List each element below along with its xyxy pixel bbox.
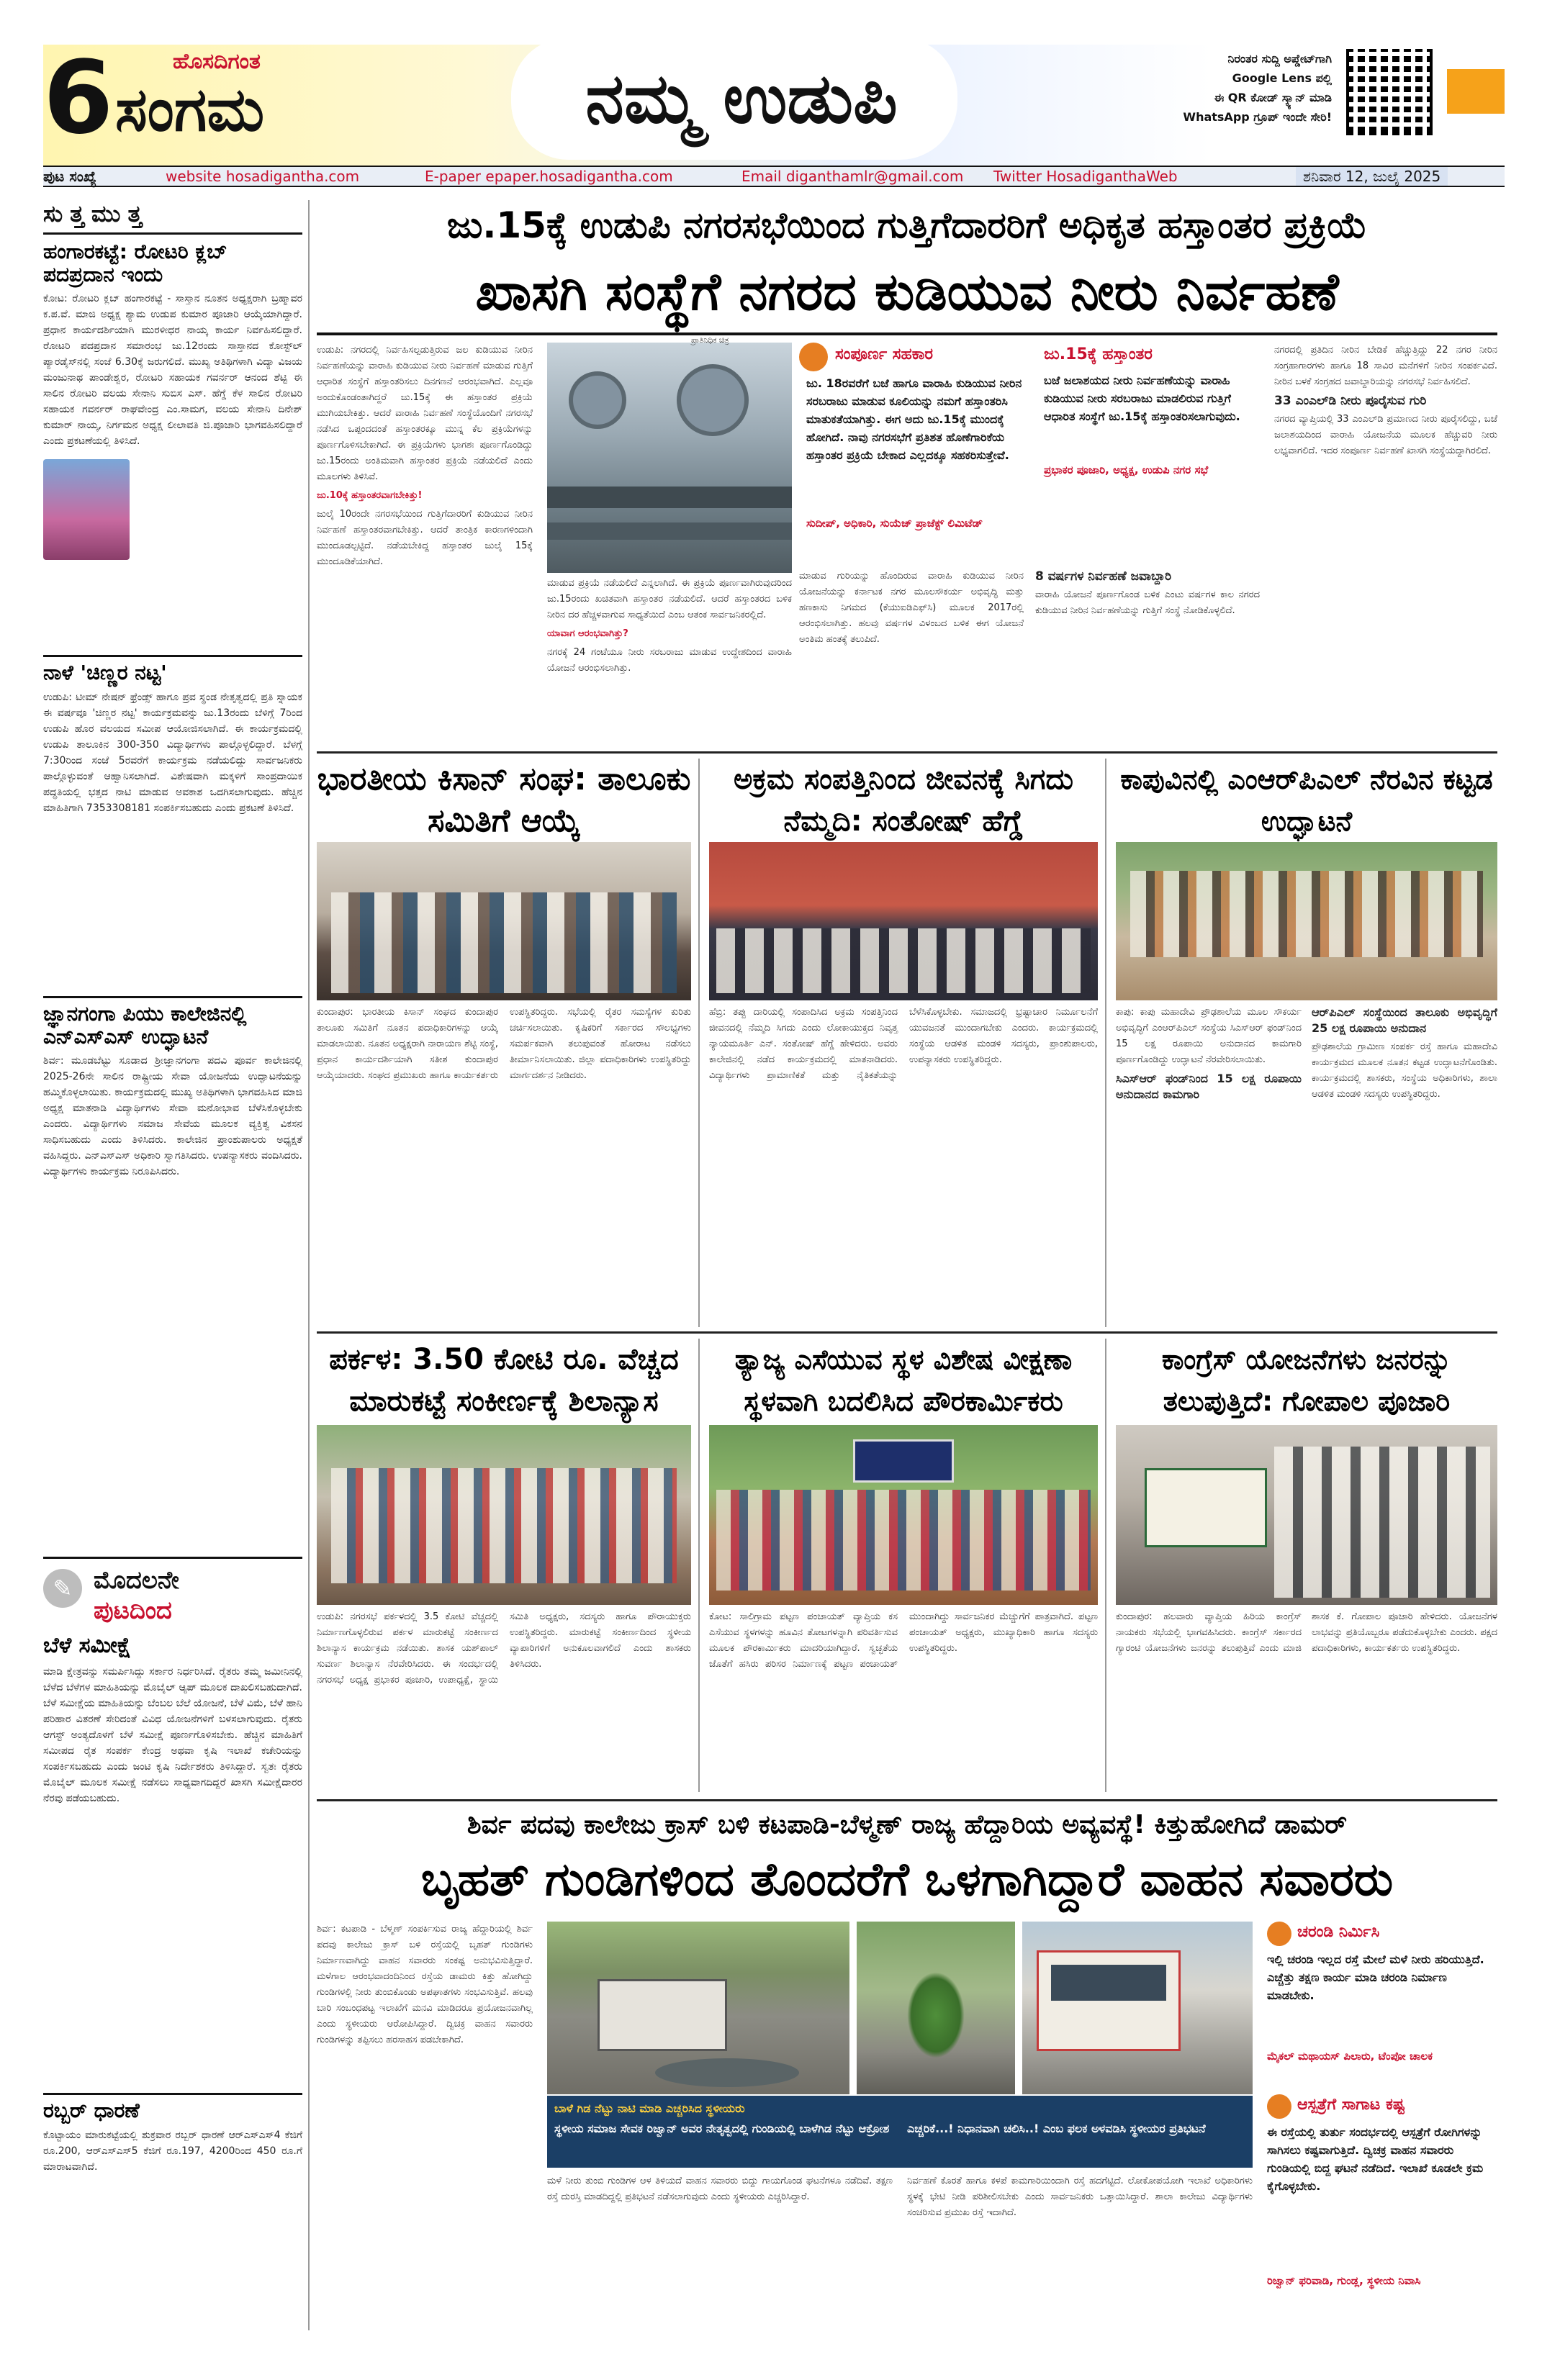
group-people [331,892,677,993]
bottom-box-1-title: ಚರಂಡಿ ನಿರ್ಮಿಸಿ [1297,1923,1380,1941]
row3-story1-head: ಪರ್ಕಳ: 3.50 ಕೋಟಿ ರೂ. ವೆಚ್ಚದ ಮಾರುಕಟ್ಟೆ ಸಂಕೀರ್ಣಕ್ಕೆ ಶಿಲಾನ್ಯಾಸ [329,1343,679,1418]
bottom-kicker: ಶಿರ್ವ ಪದವು ಕಾಲೇಜು ಕ್ರಾಸ್ ಬಳಿ ಕಟಪಾಡಿ-ಬೆಳ್ಮಣ್ ರಾಜ್ಯ ಹೆದ್ದಾರಿಯ ಅವ್ಯವಸ್ಥೆ! ಕಿತ್ತುಹೋಗಿದೆ ಡಾಮರ್ [466,1810,1348,1840]
foundation-crowd [331,1468,677,1583]
bottom-box-1-text: ಇಲ್ಲಿ ಚರಂಡಿ ಇಲ್ಲದ ರಸ್ತೆ ಮೇಲೆ ಮಳೆ ನೀರು ಹರಿಯುತ್ತಿದೆ. ಎಚ್ಚೆತ್ತು ತಕ್ಷಣ ಕಾರ್ಯ ಮಾಡಿ ಚರಂಡಿ ನಿರ್ಮಾಣ ಮಾಡಬೇಕು. [1267,1953,1484,2002]
row3-bottom-divider [317,1799,1497,1801]
info-bar: ಪುಟ ಸಂಖ್ಯೆ website hosadigantha.com E-paper epaper.hosadigantha.com Email diganthamlr@gmail.com Twitter HosadiganthaWeb ಶನಿವಾರ 12, ಜುಲೈ 2025 [43,166,1505,187]
column-title-1: ಮೊದಲನೇ [94,1565,179,1595]
quote-box-1-source: ಸುದೀಪ್, ಅಧಿಕಾರಿ, ಸುಯೆಜ್ ಪ್ರಾಜೆಕ್ಟ್ ಲಿಮಿಟೆಡ್ [806,517,983,530]
qr-promo: ನಿರಂತರ ಸುದ್ದಿ ಅಪ್ಡೇಟ್‌ಗಾಗಿ Google Lens ಪಲ್ಲಿ ಈ QR ಕೋಡ್ ಸ್ಕ್ಯಾನ್ ಮಾಡಿ WhatsApp ಗ್ರೂಪ್ ಇಂದೇ ಸೇರಿ! [1183,52,1332,124]
website-link[interactable]: website hosadigantha.com [166,168,360,185]
quote-box-1-title: ಸಂಪೂರ್ಣ ಸಹಕಾರ [835,345,934,363]
row3-story1-photo [317,1425,691,1605]
ceremony-people [1130,871,1483,957]
pothole-water [655,2058,799,2087]
bottom-headline: ಬೃಹತ್ ಗುಂಡಿಗಳಿಂದ ತೊಂದರೆಗೆ ಒಳಗಾಗಿದ್ದಾರೆ ವಾಹನ ಸವಾರರು [420,1853,1394,1906]
sidebar-story2-head: ನಾಳೆ 'ಚಿಣ್ಣರ ನಟ್ಟ' [43,661,167,685]
mrpl-point-1: ಸಿಎಸ್ಆರ್ ಫಂಡ್‌ನಿಂದ 15 ಲಕ್ಷ ರೂಪಾಯಿ ಅನುದಾನದ ಕಾಮಗಾರಿ [1116,1072,1302,1101]
bottom-text-col3: ನಿರ್ವಹಣೆ ಕೊರತೆ ಹಾಗೂ ಕಳಪೆ ಕಾಮಗಾರಿಯಿಂದಾಗಿ ರಸ್ತೆ ಹದಗೆಟ್ಟಿದೆ. ಲೋಕೋಪಯೋಗಿ ಇಲಾಖೆ ಅಧಿಕಾರಿಗಳು ಸ್ಥಳಕ್ಕೆ ಭೇಟಿ ನೀಡಿ ಪರಿಶೀಲಿಸಬೇಕು ಎಂದು ಸಾರ್ವಜನಿಕರು ಒತ್ತಾಯಿಸಿದ್ದಾರೆ. ಶಾಲಾ ಕಾಲೇಜು ವಿದ್ಯಾರ್ಥಿಗಳು ಸಂಚರಿಸುವ ಪ್ರಮುಖ ರಸ್ತೆ ಇದಾಗಿದೆ. [907,2176,1253,2218]
sidebar-story5-head: ರಬ್ಬರ್ ಧಾರಣೆ [43,2099,140,2123]
bottom-caption-strip [547,2096,1253,2168]
water-tank [569,371,626,429]
quote-icon-2 [1267,1922,1291,1946]
bottom-photo-1 [547,1922,849,2094]
quote-box-1 [799,343,1037,558]
bottom-photo-3 [1022,1922,1253,2094]
sidebar-story5-text: ಕೊಟ್ಟಾಯಂ ಮಾರುಕಟ್ಟೆಯಲ್ಲಿ ಶುಕ್ರವಾರ ರಬ್ಬರ್ ಧಾರಣೆ ಆರ್‌ಎಸ್‌ಎಸ್‌4 ಕೆಜಿಗೆ ರೂ.200, ಆರ್‌ಎಸ್‌ಎಸ್‌5 ಕೆಜಿಗೆ ರೂ.197, 4200ರಿಂದ 450 ರೂ.ಗೆ ಮಾರಾಟವಾಗಿದೆ. [43,2129,302,2173]
bottom-text-col1: ಶಿರ್ವ: ಕಟಪಾಡಿ - ಬೆಳ್ಮಣ್ ಸಂಪರ್ಕಿಸುವ ರಾಜ್ಯ ಹೆದ್ದಾರಿಯಲ್ಲಿ ಶಿರ್ವ ಪದವು ಕಾಲೇಜು ಕ್ರಾಸ್ ಬಳಿ ರಸ್ತೆಯಲ್ಲಿ ಬೃಹತ್ ಗುಂಡಿಗಳು ನಿರ್ಮಾಣವಾಗಿದ್ದು ವಾಹನ ಸವಾರರು ಸಂಕಷ್ಟ ಅನುಭವಿಸುತ್ತಿದ್ದಾರೆ. ಮಳೆಗಾಲ ಆರಂಭವಾದಂದಿನಿಂದ ರಸ್ತೆಯ ಡಾಮರು ಕಿತ್ತು ಹೋಗಿದ್ದು ಗುಂಡಿಗಳಲ್ಲಿ ನೀರು ತುಂಬಿಕೊಂಡು ಅಪಘಾತಗಳು ಸಂಭವಿಸುತ್ತಿವೆ. ಹಲವು ಬಾರಿ ಸಂಬಂಧಪಟ್ಟ ಇಲಾಖೆಗೆ ಮನವಿ ಮಾಡಿದರೂ ಪ್ರಯೋಜನವಾಗಿಲ್ಲ ಎಂದು ಸ್ಥಳೀಯರು ಆರೋಪಿಸಿದ್ದಾರೆ. ದ್ವಿಚಕ್ರ ವಾಹನ ಸವಾರರು ಗುಂಡಿಗಳನ್ನು ತಪ್ಪಿಸಲು ಹರಸಾಹಸ ಪಡಬೇಕಾಗಿದೆ. [317,1924,533,2045]
row2-story2-text: ಹೆಬ್ರಿ: ತಪ್ಪು ದಾರಿಯಲ್ಲಿ ಸಂಪಾದಿಸಿದ ಅಕ್ರಮ ಸಂಪತ್ತಿನಿಂದ ಜೀವನದಲ್ಲಿ ನೆಮ್ಮದಿ ಸಿಗದು ಎಂದು ಲೋಕಾಯುಕ್ತದ ನಿವೃತ್ತ ನ್ಯಾಯಮೂರ್ತಿ ಎನ್. ಸಂತೋಷ್ ಹೆಗ್ಡೆ ಹೇಳಿದರು. ಅವರು ಕಾಲೇಜಿನಲ್ಲಿ ನಡೆದ ಕಾರ್ಯಕ್ರಮದಲ್ಲಿ ಮಾತನಾಡಿದರು. ವಿದ್ಯಾರ್ಥಿಗಳು ಪ್ರಾಮಾಣಿಕತೆ ಮತ್ತು ನೈತಿಕತೆಯನ್ನು ಬೆಳೆಸಿಕೊಳ್ಳಬೇಕು. ಸಮಾಜದಲ್ಲಿ ಭ್ರಷ್ಟಾಚಾರ ನಿರ್ಮೂಲನೆಗೆ ಯುವಜನತೆ ಮುಂದಾಗಬೇಕು ಎಂದರು. ಕಾರ್ಯಕ್ರಮದಲ್ಲಿ ಸಂಸ್ಥೆಯ ಆಡಳಿತ ಮಂಡಳಿ ಸದಸ್ಯರು, ಪ್ರಾಂಶುಪಾಲರು, ಉಪನ್ಯಾಸಕರು ಉಪಸ್ಥಿತರಿದ್ದರು. [709,1007,1098,1081]
workers-group [716,1490,1091,1591]
sidebar-title: ಸುತ್ತಮುತ್ತ [43,200,302,235]
bottom-text-col2: ಮಳೆ ನೀರು ತುಂಬಿ ಗುಂಡಿಗಳ ಆಳ ತಿಳಿಯದೆ ವಾಹನ ಸವಾರರು ಬಿದ್ದು ಗಾಯಗೊಂಡ ಘಟನೆಗಳೂ ನಡೆದಿವೆ. ತಕ್ಷಣ ರಸ್ತೆ ದುರಸ್ತಿ ಮಾಡದಿದ್ದಲ್ಲಿ ಪ್ರತಿಭಟನೆ ನಡೆಸಲಾಗುವುದು ಎಂದು ಸ್ಥಳೀಯರು ಎಚ್ಚರಿಸಿದ್ದಾರೆ. [547,2176,893,2202]
caption-3: ಎಚ್ಚರಿಕೆ...! ನಿಧಾನವಾಗಿ ಚಲಿಸಿ..! ಎಂಬ ಫಲಕ ಅಳವಡಿಸಿ ಸ್ಥಳೀಯರ ಪ್ರತಿಭಟನೆ [907,2122,1206,2135]
email-link[interactable]: Email diganthamlr@gmail.com [741,168,964,185]
row3-story3-head: ಕಾಂಗ್ರೆಸ್ ಯೋಜನೆಗಳು ಜನರನ್ನು ತಲುಪುತ್ತಿದೆ: ಗೋಪಾಲ ಪೂಜಾರಿ [1161,1344,1452,1417]
stage-audience [716,928,1091,993]
lead-photo-caption: ಪ್ರಾತಿನಿಧಿಕ ಚಿತ್ರ [691,335,729,345]
banana-plant [907,1972,965,2058]
sidebar [43,200,302,2330]
epaper-link[interactable]: E-paper epaper.hosadigantha.com [425,168,673,185]
row2-story3-text: ಕಾಪು: ಕಾಪು ಮಹಾದೇವಿ ಪ್ರೌಢಶಾಲೆಯ ಮೂಲ ಸೌಕರ್ಯ ಅಭಿವೃದ್ಧಿಗೆ ಎಂಆರ್‌ಪಿಎಲ್ ಸಂಸ್ಥೆಯ ಸಿಎಸ್ಆರ್ ಫಂಡ್‌ನಿಂದ 15 ಲಕ್ಷ ರೂಪಾಯಿ ಅನುದಾನದ ಕಾಮಗಾರಿ ಪೂರ್ಣಗೊಂಡಿದ್ದು ಉದ್ಘಾಟನೆ ನೆರವೇರಿಸಲಾಯಿತು. ಸಿಎಸ್ಆರ್ ಫಂಡ್‌ನಿಂದ 15 ಲಕ್ಷ ರೂಪಾಯಿ ಅನುದಾನದ ಕಾಮಗಾರಿ ಆರ್‌ಪಿಎಲ್ ಸಂಸ್ಥೆಯಿಂದ ತಾಲೂಕು ಅಭಿವೃದ್ಧಿಗೆ 25 ಲಕ್ಷ ರೂಪಾಯಿ ಅನುದಾನ ಪ್ರೌಢಶಾಲೆಯ ಗ್ರಾಮೀಣ ಸಂಪರ್ಕ ರಸ್ತೆ ಹಾಗೂ ಮಹಾದೇವಿ ಕಾರ್ಯಕ್ರಮದ ಮೂಲಕ ನೂತನ ಕಟ್ಟಡ ಉದ್ಘಾಟನೆಗೊಂಡಿತು. ಕಾರ್ಯಕ್ರಮದಲ್ಲಿ ಶಾಸಕರು, ಸಂಸ್ಥೆಯ ಅಧಿಕಾರಿಗಳು, ಶಾಲಾ ಆಡಳಿತ ಮಂಡಳಿ ಸದಸ್ಯರು ಉಪಸ್ಥಿತರಿದ್ದರು. [1116,1005,1497,1101]
row2-story1-photo [317,842,691,1000]
row2-story1-text: ಕುಂದಾಪುರ: ಭಾರತೀಯ ಕಿಸಾನ್ ಸಂಘದ ಕುಂದಾಪುರ ತಾಲೂಕು ಸಮಿತಿಗೆ ನೂತನ ಪದಾಧಿಕಾರಿಗಳನ್ನು ಆಯ್ಕೆ ಮಾಡಲಾಯಿತು. ನೂತನ ಅಧ್ಯಕ್ಷರಾಗಿ ನಾರಾಯಣ ಶೆಟ್ಟಿ ಸಂಸ್ಥೆ, ಪ್ರಧಾನ ಕಾರ್ಯದರ್ಶಿಯಾಗಿ ಸತೀಶ ಕುಂದಾಪುರ ಆಯ್ಕೆಯಾದರು. ಸಂಘದ ಪ್ರಮುಖರು ಹಾಗೂ ಕಾರ್ಯಕರ್ತರು ಉಪಸ್ಥಿತರಿದ್ದರು. ಸಭೆಯಲ್ಲಿ ರೈತರ ಸಮಸ್ಯೆಗಳ ಕುರಿತು ಚರ್ಚಿಸಲಾಯಿತು. ಕೃಷಿಕರಿಗೆ ಸರ್ಕಾರದ ಸೌಲಭ್ಯಗಳು ಸಮರ್ಪಕವಾಗಿ ತಲುಪುವಂತೆ ಹೋರಾಟ ನಡೆಸಲು ತೀರ್ಮಾನಿಸಲಾಯಿತು. ಜಿಲ್ಲಾ ಪದಾಧಿಕಾರಿಗಳು ಉಪಸ್ಥಿತರಿದ್ದು ಮಾರ್ಗದರ್ಶನ ನೀಡಿದರು. [317,1007,691,1081]
sidebar-story4-head: ಬೆಳೆ ಸಮೀಕ್ಷೆ [43,1632,132,1658]
lead-divider [317,332,1497,335]
row2-divider-2 [1105,759,1106,1327]
pipeline [547,487,792,508]
lead-kicker: ಜು.15ಕ್ಕೆ ಉಡುಪಿ ನಗರಸಭೆಯಿಂದ ಗುತ್ತಿಗೆದಾರರಿಗೆ ಅಧಿಕೃತ ಹಸ್ತಾಂತರ ಪ್ರಕ್ರಿಯೆ [446,204,1368,246]
paper-logo: ಹೊಸದಿಗಂತ [173,49,261,74]
water-tank-2 [677,364,749,436]
row1-divider [317,751,1497,754]
bottom-box-2-text: ಈ ರಸ್ತೆಯಲ್ಲಿ ತುರ್ತು ಸಂದರ್ಭದಲ್ಲಿ ಆಸ್ಪತ್ರೆಗೆ ರೋಗಿಗಳನ್ನು ಸಾಗಿಸಲು ಕಷ್ಟವಾಗುತ್ತಿದೆ. ದ್ವಿಚಕ್ರ ವಾಹನ ಸವಾರರು ಗುಂಡಿಯಲ್ಲಿ ಬಿದ್ದ ಘಟನೆ ನಡೆದಿದೆ. ಇಲಾಖೆ ಕೂಡಲೇ ಕ್ರಮ ಕೈಗೊಳ್ಳಬೇಕು. [1267,2125,1484,2193]
bus-window [1051,1965,1166,2001]
mrpl-point-2: ಆರ್‌ಪಿಎಲ್ ಸಂಸ್ಥೆಯಿಂದ ತಾಲೂಕು ಅಭಿವೃದ್ಧಿಗೆ 25 ಲಕ್ಷ ರೂಪಾಯಿ ಅನುದಾನ [1312,1005,1497,1035]
orange-block [1447,69,1505,114]
page-number: 6 [43,40,114,157]
caption-2: ಸ್ಥಳೀಯ ಸಮಾಜ ಸೇವಕ ರಿಜ್ವಾನ್ ಅವರ ನೇತೃತ್ವದಲ್ಲಿ ಗುಂಡಿಯಲ್ಲಿ ಬಾಳೆಗಿಡ ನೆಟ್ಟು ಆಕ್ರೋಶ [554,2122,890,2135]
bottom-box-1-source: ಮೈಕಲ್ ಮಥಾಯಸ್ ಪಿಲಾರು, ಟೆಂಪೋ ಚಾಲಕ [1267,2050,1433,2063]
masthead [43,40,1505,167]
row2-story2-head: ಅಕ್ರಮ ಸಂಪತ್ತಿನಿಂದ ಜೀವನಕ್ಕೆ ಸಿಗದು ನೆಮ್ಮದಿ: ಸಂತೋಷ್ ಹೆಗ್ಡೆ [733,763,1074,838]
qr-code[interactable] [1346,49,1433,135]
protest-banner [1145,1468,1267,1547]
quote-icon [799,343,828,371]
sidebar-story2-text: ಉಡುಪಿ: ಟೀಮ್ ನೇಷನ್ ಫ್ರೆಂಡ್ಸ್ ಹಾಗೂ ಪ್ರವ ಸ್ಥಂಡ ನೇತೃತ್ವದಲ್ಲಿ ಪ್ರತಿ ಸ್ನಾಯಕ ಈ ವರ್ಷವೂ 'ಚಿಣ್ಣರ ನಟ್ಟ' ಕಾರ್ಯಕ್ರಮವನ್ನು ಜು.13ರಂದು ಬೆಳಿಗ್ಗೆ 7ರಿಂದ ಉಡುಪಿ ಹೊರ ವಲಯದ ಸಮೀಪ ಆಯೋಜಿಸಲಾಗಿದೆ. ಈ ಕಾರ್ಯಕ್ರಮದಲ್ಲಿ ಉಡುಪಿ ತಾಲೂಕಿನ 300-350 ವಿದ್ಯಾರ್ಥಿಗಳು ಪಾಲ್ಗೊಳ್ಳಲಿದ್ದಾರೆ. ಬೆಳಗ್ಗೆ 7:30ರಿಂದ ಸಂಜೆ 5ರವರೆಗೆ ಕಾರ್ಯಕ್ರಮ ನಡೆಯಲಿದ್ದು ಸಾರ್ವಜನಿಕರು ಪಾಲ್ಗೊಳ್ಳುವಂತೆ ಆಹ್ವಾನಿಸಲಾಗಿದೆ. ವಿಶೇಷವಾಗಿ ಮಕ್ಕಳಿಗೆ ಸಾಂಪ್ರದಾಯಿಕ ಪದ್ಧತಿಯಲ್ಲಿ ಭತ್ತದ ನಾಟಿ ಮಾಡುವ ಅವಕಾಶ ಒದಗಿಸಲಾಗುವುದು. ಹೆಚ್ಚಿನ ಮಾಹಿತಿಗಾಗಿ 7353308181 ಸಂಪರ್ಕಿಸಬಹುದು ಎಂದು ಪ್ರಕಟಣೆ ತಿಳಿಸಿದೆ. [43,691,302,814]
truck [598,1979,727,2051]
sidebar-story3-text: ಶಿರ್ವ: ಮೂಡಬೆಟ್ಟು ಸೂಡಾದ ಶ್ರೀಜ್ಞಾನಗಂಗಾ ಪದವಿ ಪೂರ್ವ ಕಾಲೇಜಿನಲ್ಲಿ 2025-26ನೇ ಸಾಲಿನ ರಾಷ್ಟ್ರೀಯ ಸೇವಾ ಯೋಜನೆಯ ಉದ್ಘಾಟನೆಯನ್ನು ಹಮ್ಮಿಕೊಳ್ಳಲಾಯಿತು. ಕಾರ್ಯಕ್ರಮದಲ್ಲಿ ಮುಖ್ಯ ಅತಿಥಿಗಳಾಗಿ ಭಾಗವಹಿಸಿದ ಮಾಜಿ ಅಧ್ಯಕ್ಷ ಮಾತನಾಡಿ ವಿದ್ಯಾರ್ಥಿಗಳು ಸೇವಾ ಮನೋಭಾವ ಬೆಳೆಸಿಕೊಳ್ಳಬೇಕು ಎಂದರು. ವಿದ್ಯಾರ್ಥಿಗಳು ಸಮಾಜ ಸೇವೆಯ ಮೂಲಕ ವ್ಯಕ್ತಿತ್ವ ವಿಕಸನ ಸಾಧಿಸಬಹುದು ಎಂದು ತಿಳಿಸಿದರು. ಕಾಲೇಜಿನ ಪ್ರಾಂಶುಪಾಲರು ಅಧ್ಯಕ್ಷತೆ ವಹಿಸಿದ್ದರು. ಎನ್ಎಸ್ಎಸ್ ಅಧಿಕಾರಿ ಸ್ವಾಗತಿಸಿದರು. ಉಪನ್ಯಾಸಕರು ವಂದಿಸಿದರು. ವಿದ್ಯಾರ್ಥಿಗಳು ಕಾರ್ಯಕ್ರಮ ನಿರೂಪಿಸಿದರು. [43,1054,302,1177]
quote-icon-3 [1267,2094,1291,2119]
bottom-box-1 [1267,1922,1497,2325]
edition-title: ನಮ್ಮ ಉಡುಪಿ [585,58,898,139]
lead-col1: ಉಡುಪಿ: ನಗರದಲ್ಲಿ ನಿರ್ವಹಿಸಲ್ಪಡುತ್ತಿರುವ ಜಲ ಕುಡಿಯುವ ನೀರಿನ ನಿರ್ವಹಣೆಯನ್ನು ವಾರಾಹಿ ಕುಡಿಯುವ ನೀರು ನಿರ್ವಹಣೆ ಮಾಡುವ ಗುತ್ತಿಗೆ ಆಧಾರಿತ ಸಂಸ್ಥೆಗೆ ಹಸ್ತಾಂತರಿಸಲು ದಿನಗಣನೆ ಆರಂಭವಾಗಿದೆ. ಎಲ್ಲವೂ ಅಂದುಕೊಂಡಂತಾಗಿದ್ದರೆ ಜು.15ಕ್ಕೆ ಈ ಹಸ್ತಾಂತರ ಪ್ರಕ್ರಿಯೆ ಮುಗಿಯಬೇಕಿತ್ತು. ಆದರೆ ವಾರಾಹಿ ನಿರ್ವಹಣೆ ಸಂಸ್ಥೆಯೊಂದಿಗೆ ನಗರಸಭೆ ನಡೆಸಿದ ಒಪ್ಪಂದದಂತೆ ಹಸ್ತಾಂತರಕ್ಕೂ ಮುನ್ನ ಕೆಲ ಪ್ರಕ್ರಿಯೆಗಳನ್ನು ಪೂರ್ಣಗೊಳಿಸಬೇಕಾಗಿದೆ. ಈ ಪ್ರಕ್ರಿಯೆಗಳು ಭಾಗಶಃ ಪೂರ್ಣಗೊಂಡಿದ್ದು ಜು.15ರಂದು ಅಂತಿಮವಾಗಿ ಹಸ್ತಾಂತರ ಪ್ರಕ್ರಿಯೆ ನಡೆಯಲಿದೆ ಎಂದು ಮೂಲಗಳು ತಿಳಿಸಿವೆ. ಜು.10ಕ್ಕೆ ಹಸ್ತಾಂತರವಾಗಬೇಕಿತ್ತು! ಜುಲೈ 10ರಂದೇ ನಗರಸಭೆಯಿಂದ ಗುತ್ತಿಗೆದಾರರಿಗೆ ಕುಡಿಯುವ ನೀರಿನ ನಿರ್ವಹಣೆ ಹಸ್ತಾಂತರವಾಗಬೇಕಿತ್ತು. ಆದರೆ ತಾಂತ್ರಿಕ ಕಾರಣಗಳಿಂದಾಗಿ ಮುಂದೂಡಲ್ಪಟ್ಟಿದೆ. ನಡೆಯಬೇಕಿದ್ದ ಹಸ್ತಾಂತರ ಜುಲೈ 15ಕ್ಕೆ ಮುಂದೂಡಿಕೆಯಾಗಿದೆ. [317,345,533,567]
sidebar-story3-head: ಜ್ಞಾನಗಂಗಾ ಪಿಯು ಕಾಲೇಜಿನಲ್ಲಿ ಎನ್ಎಸ್ಎಸ್ ಉದ್ಘಾಟನೆ [43,1001,247,1049]
lead-photo [547,343,792,573]
twitter-link[interactable]: Twitter HosadiganthaWeb [993,168,1178,185]
lead-col4: ನಗರದಲ್ಲಿ ಪ್ರತಿದಿನ ನೀರಿನ ಬೇಡಿಕೆ ಹೆಚ್ಚುತ್ತಿದ್ದು 22 ನಗರ ನೀರಿನ ಸಂಗ್ರಹಾಗಾರಗಳು ಹಾಗೂ 18 ಸಾವಿರ ಮನೆಗಳಿಗೆ ನೀರಿನ ಸಂಪರ್ಕವಿದೆ. ನೀರಿನ ಬಳಕೆ ಸಂಗ್ರಹದ ಜವಾಬ್ದಾರಿಯನ್ನು ನಗರಸಭೆ ನಿರ್ವಹಿಸಲಿದೆ. 33 ಎಂಎಲ್‌ಡಿ ನೀರು ಪೂರೈಸುವ ಗುರಿ ನಗರದ ವ್ಯಾಪ್ತಿಯಲ್ಲಿ 33 ಎಂಎಲ್‌ಡಿ ಪ್ರಮಾಣದ ನೀರು ಪೂರೈಸಲಿದ್ದು, ಬಜೆ ಜಲಾಶಯದಿಂದ ವಾರಾಹಿ ಯೋಜನೆಯ ಮೂಲಕ ಹೆಚ್ಚುವರಿ ನೀರು ಲಭ್ಯವಾಗಲಿದೆ. ಇದರ ಸಂಪೂರ್ಣ ನಿರ್ವಹಣೆ ಖಾಸಗಿ ಸಂಸ್ಥೆಯದ್ದಾಗಿರಲಿದೆ. [1274,345,1497,456]
bottom-box-2-source: ರಿಜ್ವಾನ್ ಫರಿವಾಡಿ, ಗುಂಡ್ಲ, ಸ್ಥಳೀಯ ನಿವಾಸಿ [1267,2274,1421,2287]
bottom-box-2-title: ಆಸ್ಪತ್ರೆಗೆ ಸಾಗಾಟ ಕಷ್ಟ [1297,2096,1405,2114]
pencil-icon: ✎ [43,1569,82,1608]
sidebar-story4-text: ಮಾಡಿ ಕ್ಷೇತ್ರವನ್ನು ಸಮರ್ಪಿಸಿದ್ದು ಸರ್ಕಾರ ನಿರ್ಧರಿಸಿದೆ. ರೈತರು ತಮ್ಮ ಜಮೀನಿನಲ್ಲಿ ಬೆಳೆದ ಬೆಳೆಗಳ ಮಾಹಿತಿಯನ್ನು ಮೊಬೈಲ್ ಆ್ಯಪ್ ಮೂಲಕ ದಾಖಲಿಸಬಹುದಾಗಿದೆ. ಬೆಳೆ ಸಮೀಕ್ಷೆಯ ಮಾಹಿತಿಯನ್ನು ಬೆಂಬಲ ಬೆಲೆ ಯೋಜನೆ, ಬೆಳೆ ವಿಮೆ, ಬೆಳೆ ಹಾನಿ ಪರಿಹಾರ ವಿತರಣೆ ಸೇರಿದಂತೆ ವಿವಿಧ ಯೋಜನೆಗಳಿಗೆ ಬಳಸಲಾಗುವುದು. ರೈತರು ಆಗಸ್ಟ್ ಅಂತ್ಯದೊಳಗೆ ಬೆಳೆ ಸಮೀಕ್ಷೆ ಪೂರ್ಣಗೊಳಿಸಬೇಕು. ಹೆಚ್ಚಿನ ಮಾಹಿತಿಗೆ ಸಮೀಪದ ರೈತ ಸಂಪರ್ಕ ಕೇಂದ್ರ ಅಥವಾ ಕೃಷಿ ಇಲಾಖೆ ಕಚೇರಿಯನ್ನು ಸಂಪರ್ಕಿಸಬಹುದು ಎಂದು ಜಂಟಿ ಕೃಷಿ ನಿರ್ದೇಶಕರು ತಿಳಿಸಿದ್ದಾರೆ. ಸ್ವತಃ ರೈತರು ಮೊಬೈಲ್ ಮೂಲಕ ಸಮೀಕ್ಷೆ ನಡೆಸಲು ಸಾಧ್ಯವಾಗದಿದ್ದರೆ ಖಾಸಗಿ ಸಮೀಕ್ಷೆದಾರರ ನೆರವು ಪಡೆಯಬಹುದು. [43,1666,302,1805]
section-title: ಸಂಗಮ [115,74,265,145]
row3-divider-2 [1105,1339,1106,1792]
row2-story3-photo [1116,842,1497,1000]
row3-story3-photo [1116,1425,1497,1605]
row3-story2-photo [709,1425,1098,1605]
quote-box-2 [1044,343,1260,515]
bottom-photo-2 [857,1922,1015,2094]
lead-col2: ಮಾಡುವ ಪ್ರಕ್ರಿಯೆ ನಡೆಯಲಿದೆ ಎನ್ನಲಾಗಿದೆ. ಈ ಪ್ರಕ್ರಿಯೆ ಪೂರ್ಣವಾಗಿರುವುದರಿಂದ ಜು.15ರಂದು ಖಚಿತವಾಗಿ ಹಸ್ತಾಂತರ ನಡೆಯಲಿದೆ. ಆದರೆ ಹಸ್ತಾಂತರದ ಬಳಿಕ ನೀರಿನ ದರ ಹೆಚ್ಚಳವಾಗುವ ಸಾಧ್ಯತೆಯಿದೆ ಎಂಬ ಆತಂಕ ಸಾರ್ವಜನಿಕರಲ್ಲಿದೆ. ಯಾವಾಗ ಆರಂಭವಾಗಿತ್ತು? ನಗರಕ್ಕೆ 24 ಗಂಟೆಯೂ ನೀರು ಸರಬರಾಜು ಮಾಡುವ ಉದ್ದೇಶದಿಂದ ವಾರಾಹಿ ಯೋಜನೆ ಆರಂಭಿಸಲಾಗಿತ್ತು. [547,578,792,674]
row3-story1-text: ಉಡುಪಿ: ನಗರಸಭೆ ಪರ್ಕಳದಲ್ಲಿ 3.5 ಕೋಟಿ ವೆಚ್ಚದಲ್ಲಿ ನಿರ್ಮಾಣಗೊಳ್ಳಲಿರುವ ಪರ್ಕಳ ಮಾರುಕಟ್ಟೆ ಸಂಕೀರ್ಣದ ಶಿಲಾನ್ಯಾಸ ಕಾರ್ಯಕ್ರಮ ನಡೆಯಿತು. ಶಾಸಕ ಯಶ್‌ಪಾಲ್ ಸುವರ್ಣ ಶಿಲಾನ್ಯಾಸ ನೆರವೇರಿಸಿದರು. ಈ ಸಂದರ್ಭದಲ್ಲಿ ನಗರಸಭೆ ಅಧ್ಯಕ್ಷ ಪ್ರಭಾಕರ ಪೂಜಾರಿ, ಉಪಾಧ್ಯಕ್ಷೆ, ಸ್ಥಾಯಿ ಸಮಿತಿ ಅಧ್ಯಕ್ಷರು, ಸದಸ್ಯರು ಹಾಗೂ ಪೌರಾಯುಕ್ತರು ಉಪಸ್ಥಿತರಿದ್ದರು. ಮಾರುಕಟ್ಟೆ ಸಂಕೀರ್ಣದಿಂದ ಸ್ಥಳೀಯ ವ್ಯಾಪಾರಿಗಳಿಗೆ ಅನುಕೂಲವಾಗಲಿದೆ ಎಂದು ಶಾಸಕರು ತಿಳಿಸಿದರು. [317,1611,691,1686]
row3-divider-1 [698,1339,700,1792]
pipeline-2 [547,522,792,540]
sidebar-story1-text: ಕೋಟ: ರೋಟರಿ ಕ್ಲಬ್ ಹಂಗಾರಕಟ್ಟೆ - ಸಾಸ್ತಾನ ನೂತನ ಅಧ್ಯಕ್ಷರಾಗಿ ಬ್ರಹ್ಮಾವರ ಕ.ಪ.ವೆ. ಮಾಜಿ ಅಧ್ಯಕ್ಷ ಶ್ಯಾಮ ಉಡುಪ ಕುಮಾರ ಪೂಜಾರಿ ಆಯ್ಕೆಯಾಗಿದ್ದಾರೆ. ಪ್ರಧಾನ ಕಾರ್ಯದರ್ಶಿಯಾಗಿ ಮುರಳೀಧರ ನಾಯ್ಕ ಕಾರ್ಯ ನಿರ್ವಹಿಸಲಿದ್ದಾರೆ. ರೋಟರಿ ಪದಪ್ರದಾನ ಸಮಾರಂಭ ಜು.12ರಂದು ಸಾಸ್ತಾನದ ಕೋಸ್ಟ್‌ಲ್ ಪ್ಯಾರಡೈಸ್‌ನಲ್ಲಿ ಸಂಜೆ 6.30ಕ್ಕೆ ಜರುಗಲಿದೆ. ಮುಖ್ಯ ಅತಿಥಿಗಳಾಗಿ ವಿದ್ಯಾ ವಿಜಯ ಮಂಜುನಾಥ ಪಾಂಡೇಶ್ವರ, ರೋಟರಿ ಸಹಾಯಕ ಗವರ್ನರ್ ಆನಂದ ಶೆಟ್ಟಿ ಈ ಸಾಲಿನ ರೋಟರಿ ವಲಯ ಸೇನಾನಿ ಸುಬಿಸ ಎಸ್. ಹೆಗ್ಡೆ ಕೆಳ ಸಾಲಿನ ರೋಟರಿ ಸಹಾಯಕ ಗವರ್ನರ್ ರಾಘವೇಂದ್ರ ಎಂ.ಸಾಮಗ, ವಲಯ ಸೇನಾನಿ ದಿನೇಶ್ ಕುಮಾರ್ ನಾಯ್ಕ, ನಿರ್ಗಮನ ಅಧ್ಯಕ್ಷ ಲೀಲಾವತಿ ಜಿ.ಪೂಜಾರಿ ಭಾಗವಹಿಸಲಿದ್ದಾರೆ ಎಂದು ಪ್ರಕಟಣೆಯಲ್ಲಿ ತಿಳಿಸಿದೆ. [43,293,302,448]
row2-story1-head: ಭಾರತೀಯ ಕಿಸಾನ್ ಸಂಘ: ತಾಲೂಕು ಸಮಿತಿಗೆ ಆಯ್ಕೆ [317,761,691,839]
row3-story2-head: ತ್ಯಾಜ್ಯ ಎಸೆಯುವ ಸ್ಥಳ ವಿಶೇಷ ವೀಕ್ಷಣಾ ಸ್ಥಳವಾಗಿ ಬದಲಿಸಿದ ಪೌರಕಾರ್ಮಿಕರು [734,1344,1073,1417]
sidebar-divider [308,200,310,2330]
quote-box-2-text: ಬಜೆ ಜಲಾಶಯದ ನೀರು ನಿರ್ವಹಣೆಯನ್ನು ವಾರಾಹಿ ಕುಡಿಯುವ ನೀರು ಸರಬರಾಜು ಮಾಡಲಿರುವ ಗುತ್ತಿಗೆ ಆಧಾರಿತ ಸಂಸ್ಥೆಗೆ ಜು.15ಕ್ಕೆ ಹಸ್ತಾಂತರಿಸಲಾಗುವುದು. [1044,374,1240,423]
row2-bottom-divider [317,1331,1497,1334]
quote-box-2-source: ಪ್ರಭಾಕರ ಪೂಜಾರಿ, ಅಧ್ಯಕ್ಷ, ಉಡುಪಿ ನಗರ ಸಭೆ [1044,463,1209,476]
caption-1: ಬಾಳೆ ಗಿಡ ನೆಟ್ಟು ನಾಟಿ ಮಾಡಿ ಎಚ್ಚರಿಸಿದ ಸ್ಥಳೀಯರು [554,2101,745,2115]
row2-divider-1 [698,759,700,1327]
row3-story3-text: ಕುಂದಾಪುರ: ಹಲವಾರು ವ್ಯಾಪ್ತಿಯ ಹಿರಿಯ ಕಾಂಗ್ರೆಸ್ ನಾಯಕರು ಸಭೆಯಲ್ಲಿ ಭಾಗವಹಿಸಿದರು. ಕಾಂಗ್ರೆಸ್ ಸರ್ಕಾರದ ಗ್ಯಾರಂಟಿ ಯೋಜನೆಗಳು ಜನರನ್ನು ತಲುಪುತ್ತಿವೆ ಎಂದು ಮಾಜಿ ಶಾಸಕ ಕೆ. ಗೋಪಾಲ ಪೂಜಾರಿ ಹೇಳಿದರು. ಯೋಜನೆಗಳ ಲಾಭವನ್ನು ಪ್ರತಿಯೊಬ್ಬರೂ ಪಡೆದುಕೊಳ್ಳಬೇಕು ಎಂದರು. ಪಕ್ಷದ ಪದಾಧಿಕಾರಿಗಳು, ಕಾರ್ಯಕರ್ತರು ಉಪಸ್ಥಿತರಿದ್ದರು. [1116,1611,1497,1654]
date: ಶನಿವಾರ 12, ಜುಲೈ 2025 [1296,167,1448,186]
author-photo [43,459,130,560]
lead-col3: ಮಾಡುವ ಗುರಿಯನ್ನು ಹೊಂದಿರುವ ವಾರಾಹಿ ಕುಡಿಯುವ ನೀರಿನ ಯೋಜನೆಯನ್ನು ಕರ್ನಾಟಕ ನಗರ ಮೂಲಸೌಕರ್ಯ ಅಭಿವೃದ್ಧಿ ಮತ್ತು ಹಣಕಾಸು ನಿಗಮದ (ಕೆಯುಐಡಿಎಫ್‌ಸಿ) ಮೂಲಕ 2017ರಲ್ಲಿ ಆರಂಭಿಸಲಾಗಿತ್ತು. ಹಲವು ವರ್ಷಗಳ ವಿಳಂಬದ ಬಳಿಕ ಈಗ ಯೋಜನೆ ಅಂತಿಮ ಹಂತಕ್ಕೆ ತಲುಪಿದೆ. 8 ವರ್ಷಗಳ ನಿರ್ವಹಣೆ ಜವಾಬ್ದಾರಿ ವಾರಾಹಿ ಯೋಜನೆ ಪೂರ್ಣಗೊಂಡ ಬಳಿಕ ಎಂಟು ವರ್ಷಗಳ ಕಾಲ ನಗರದ ಕುಡಿಯುವ ನೀರಿನ ನಿರ್ವಹಣೆಯನ್ನು ಗುತ್ತಿಗೆ ಸಂಸ್ಥೆ ನೋಡಿಕೊಳ್ಳಲಿದೆ. [799,569,1260,645]
row2-story3-head: ಕಾಪುವಿನಲ್ಲಿ ಎಂಆರ್‌ಪಿಎಲ್ ನೆರವಿನ ಕಟ್ಟಡ ಉದ್ಘಾಟನೆ [1120,764,1493,837]
party-workers [1274,1447,1490,1598]
column-title-2: ಪುಟದಿಂದ [94,1596,172,1625]
quote-box-2-title: ಜು.15ಕ್ಕೆ ಹಸ್ತಾಂತರ [1044,345,1153,363]
row2-story2-photo [709,842,1098,1000]
sign-board [853,1439,954,1483]
quote-box-1-text: ಜು. 18ರವರೆಗೆ ಬಜೆ ಹಾಗೂ ವಾರಾಹಿ ಕುಡಿಯುವ ನೀರಿನ ಸರಬರಾಜು ಮಾಡುವ ಕೂಲಿಯನ್ನು ನಮಗೆ ಹಸ್ತಾಂತರಿಸಿ ಮಾತುಕತೆಯಾಗಿತ್ತು. ಈಗ ಅದು ಜು.15ಕ್ಕೆ ಮುಂದಕ್ಕೆ ಹೋಗಿದೆ. ನಾವು ನಗರಸಭೆಗೆ ಪ್ರತಿಶತ ಹೊಣೆಗಾರಿಕೆಯ ಹಸ್ತಾಂತರ ಪ್ರಕ್ರಿಯೆ ಬೇಕಾದ ಎಲ್ಲದಕ್ಕೂ ಸಹಕರಿಸುತ್ತೇವೆ. [806,376,1022,462]
row3-story2-text: ಕೋಟ: ಸಾಲಿಗ್ರಾಮ ಪಟ್ಟಣ ಪಂಚಾಯತ್ ವ್ಯಾಪ್ತಿಯ ಕಸ ಎಸೆಯುವ ಸ್ಥಳಗಳನ್ನು ಹೂವಿನ ತೋಟಗಳನ್ನಾಗಿ ಪರಿವರ್ತಿಸುವ ಮೂಲಕ ಪೌರಕಾರ್ಮಿಕರು ಮಾದರಿಯಾಗಿದ್ದಾರೆ. ಸ್ವಚ್ಛತೆಯ ಜೊತೆಗೆ ಹಸಿರು ಪರಿಸರ ನಿರ್ಮಾಣಕ್ಕೆ ಪಟ್ಟಣ ಪಂಚಾಯತ್ ಮುಂದಾಗಿದ್ದು ಸಾರ್ವಜನಿಕರ ಮೆಚ್ಚುಗೆಗೆ ಪಾತ್ರವಾಗಿದೆ. ಪಟ್ಟಣ ಪಂಚಾಯತ್ ಅಧ್ಯಕ್ಷರು, ಮುಖ್ಯಾಧಿಕಾರಿ ಹಾಗೂ ಸದಸ್ಯರು ಉಪಸ್ಥಿತರಿದ್ದರು. [709,1611,1098,1670]
sidebar-story1-head: ಹಂಗಾರಕಟ್ಟೆ: ರೋಟರಿ ಕ್ಲಬ್ ಪದಪ್ರದಾನ ಇಂದು [43,240,227,287]
lead-headline: ಖಾಸಗಿ ಸಂಸ್ಥೆಗೆ ನಗರದ ಕುಡಿಯುವ ನೀರು ನಿರ್ವಹಣೆ [475,261,1339,322]
